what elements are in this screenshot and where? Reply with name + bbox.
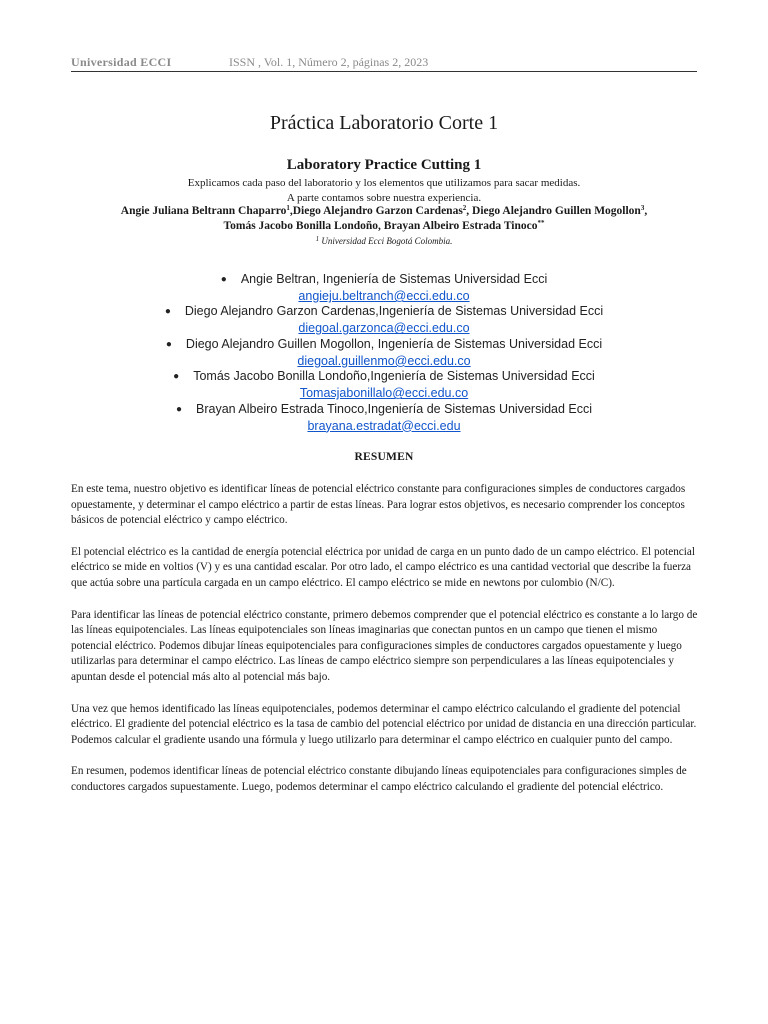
bullet-icon: ● — [165, 338, 172, 350]
header-rule — [71, 71, 697, 72]
contact-name: Angie Beltran, Ingeniería de Sistemas Universidad Ecci — [240, 272, 548, 286]
contact-name: Diego Alejandro Garzon Cardenas,Ingeniería de Sistemas Universidad Ecci — [184, 304, 604, 319]
authors-line-2 — [0, 220, 768, 232]
contact-item — [0, 337, 768, 369]
contact-item — [0, 304, 768, 336]
author-name: Angie Juliana Beltrann Chaparro — [120, 205, 287, 217]
bullet-icon: ● — [164, 306, 171, 318]
contact-name-line — [0, 337, 768, 354]
author-name: Tomás Jacobo Bonilla Londoño, Brayan Albeiro Estrada Tinoco — [223, 220, 538, 232]
email-link[interactable]: Tomasjabonillalo@ecci.edu.co — [299, 386, 469, 401]
email-link[interactable]: diegoal.guillenmo@ecci.edu.co — [297, 353, 471, 368]
body-paragraph: En resumen, podemos identificar líneas de potencial eléctrico constante dibujando líneas equipotenciales para configuraciones simples de conductores cargados supuestamente. Luego, podemos determinar el campo eléctrico calculando el gradiente del potencial eléctrico. — [71, 765, 687, 793]
contact-name-line — [0, 304, 768, 321]
author-name: , Diego Alejandro Guillen Mogollon — [466, 205, 641, 217]
bullet-icon: ● — [175, 403, 182, 415]
email-link[interactable]: diegoal.garzonca@ecci.edu.co — [298, 321, 470, 336]
contact-name-line — [0, 369, 768, 386]
affiliation-text: Universidad Ecci Bogotá Colombia. — [319, 236, 453, 246]
bullet-icon: ● — [220, 274, 227, 285]
contact-item — [0, 369, 768, 401]
contact-name: Diego Alejandro Guillen Mogollon, Ingeniería de Sistemas Universidad Ecci — [185, 336, 603, 351]
author-name: ,Diego Alejandro Garzon Cardenas — [289, 205, 463, 217]
author-sup: 2 — [462, 204, 467, 212]
contact-name: Brayan Albeiro Estrada Tinoco,Ingeniería de Sistemas Universidad Ecci — [196, 401, 593, 416]
paper-subtitle: Laboratory Practice Cutting 1 — [286, 157, 482, 173]
email-link[interactable]: angieju.beltranch@ecci.edu.co — [298, 289, 470, 303]
bullet-icon: ● — [173, 371, 180, 383]
body-paragraph: En este tema, nuestro objetivo es identificar líneas de potencial eléctrico constante para configuraciones simples de conductores cargados opuestamente, y determinar el campo eléctrico a partir de estas líneas. Para lograr estos objetivos, es necesario comprender los conceptos básicos de potencial eléctrico y campo eléctrico. — [71, 483, 686, 527]
abstract-line-1: Explicamos cada paso del laboratorio y los elementos que utilizamos para sacar medidas. — [187, 177, 581, 189]
header-issn: ISSN , Vol. 1, Número 2, páginas 2, 2023 — [229, 55, 429, 69]
contact-name-line — [0, 402, 768, 419]
contact-name: Tomás Jacobo Bonilla Londoño,Ingeniería de Sistemas Universidad Ecci — [193, 369, 595, 384]
resumen-body — [71, 482, 701, 812]
author-sup: 3 — [640, 204, 645, 212]
email-link[interactable]: brayana.estradat@ecci.edu — [307, 418, 461, 433]
author-sup: ** — [537, 219, 545, 227]
authors-line-1 — [0, 205, 768, 217]
body-paragraph: Una vez que hemos identificado las líneas equipotenciales, podemos determinar el campo eléctrico calculando el gradiente del potencial eléctrico. El gradiente del potencial eléctrico es la tasa de cambio del potencial eléctrico por unidad de distancia en una dirección particular. Podemos calcular el gradiente usando una fórmula y luego utilizarlo para determinar el campo eléctrico en cualquier punto del campo. — [71, 702, 697, 746]
author-contact-list — [0, 272, 768, 434]
body-paragraph: El potencial eléctrico es la cantidad de energía potencial eléctrica por unidad de carga en un punto dado de un campo eléctrico. El potencial eléctrico se mide en voltios (V) y es una cantidad escalar. Por otro lado, el campo eléctrico es una cantidad vectorial que describe la fuerza que actúa sobre una partícula cargada en un campo eléctrico. El campo eléctrico se mide en newtons por culombio (N/C). — [71, 545, 695, 589]
body-paragraph: Para identificar las líneas de potencial eléctrico constante, primero debemos comprender que el potencial eléctrico es constante a lo largo de las líneas equipotenciales. Las líneas equipotenciales son líneas imaginarias que conectan puntos en un campo que tienen el mismo potencial eléctrico. Podemos dibujar líneas equipotenciales para configuraciones simples de conductores cargados opuestamente y luego utilizarlas para determinar el campo eléctrico. Las líneas de campo eléctrico siempre son perpendiculares a las líneas equipotenciales y apuntan desde el potencial más alto al potencial más bajo. — [71, 608, 698, 683]
affiliation-sup: 1 — [315, 235, 320, 243]
abstract-line-2: A parte contamos sobre nuestra experiencia. — [286, 192, 482, 204]
paper-title: Práctica Laboratorio Corte 1 — [269, 112, 499, 134]
author-separator: , — [644, 205, 648, 217]
contact-item — [0, 402, 768, 434]
affiliation — [0, 236, 768, 246]
section-heading-resumen: RESUMEN — [354, 451, 414, 463]
header-university: Universidad ECCI — [71, 55, 172, 69]
running-header — [71, 55, 697, 71]
contact-name-line — [0, 272, 768, 289]
author-sup: 1 — [286, 204, 290, 212]
contact-item — [0, 272, 768, 304]
